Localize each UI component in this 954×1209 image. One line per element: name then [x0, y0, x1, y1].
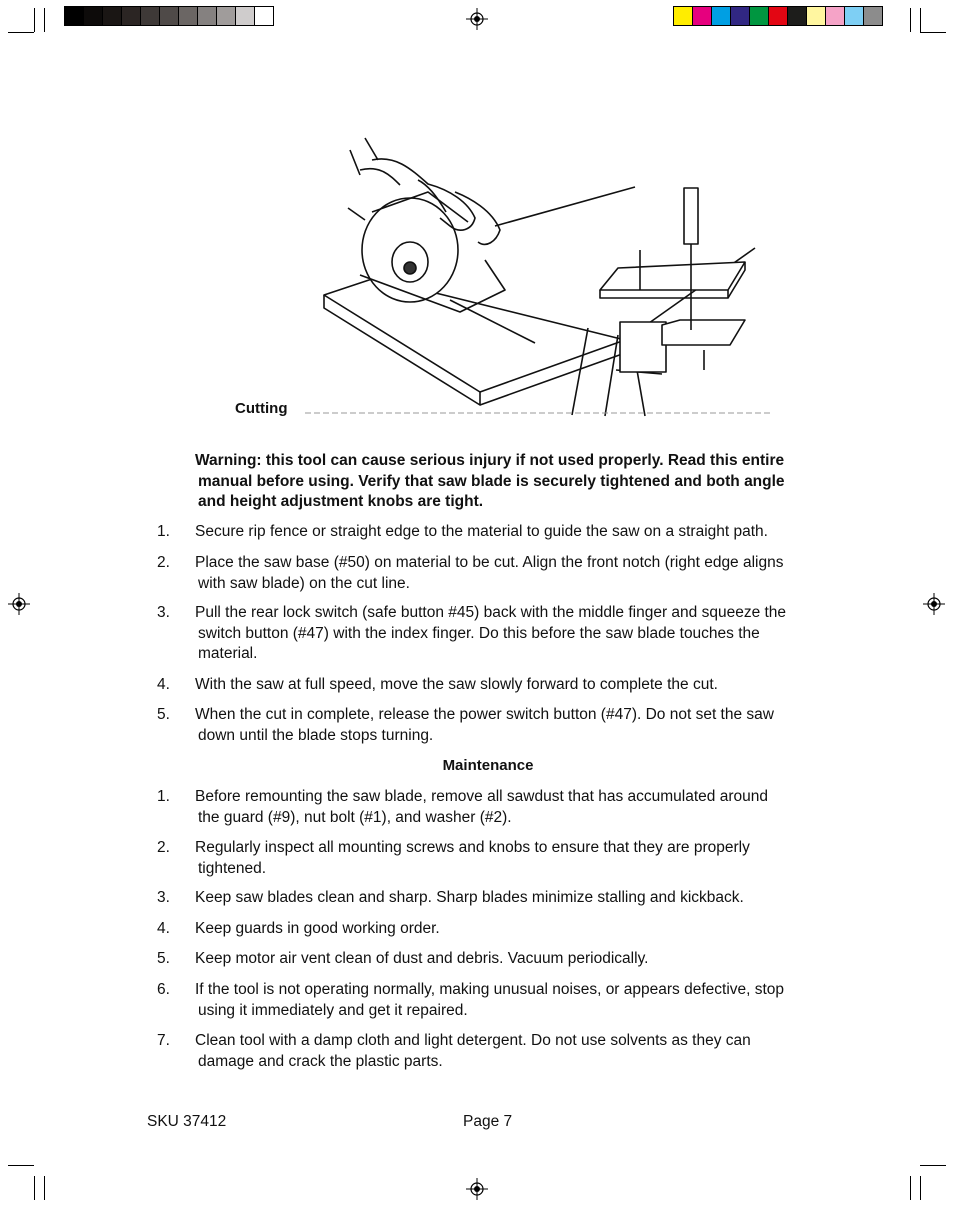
- registration-mark-icon: [466, 1178, 488, 1200]
- step-text: damage and crack the plastic parts.: [198, 1052, 443, 1070]
- step-text: Keep guards in good working order.: [195, 920, 440, 937]
- color-swatch: [160, 7, 179, 25]
- registration-mark-icon: [466, 8, 488, 30]
- step-number: 4.: [157, 920, 170, 937]
- warning-line: Warning: this tool can cause serious injury if not used properly. Read this entire: [195, 452, 785, 469]
- registration-mark-icon: [8, 593, 30, 615]
- grayscale-color-bar: [64, 6, 274, 26]
- step-number: 3.: [157, 889, 170, 906]
- registration-mark-icon: [923, 593, 945, 615]
- color-swatch: [693, 7, 712, 25]
- step-text: When the cut in complete, release the power switch button (#47). Do not set the saw: [195, 706, 774, 723]
- step-text: If the tool is not operating normally, making unusual noises, or appears defective, stop: [195, 981, 785, 998]
- step-text: down until the blade stops turning.: [198, 726, 434, 744]
- color-swatch: [731, 7, 750, 25]
- step-number: 6.: [157, 981, 170, 998]
- footer-page-number: Page 7: [463, 1113, 513, 1130]
- step-text: Pull the rear lock switch (safe button #45) back with the middle finger and squeeze the: [195, 604, 787, 621]
- color-swatch: [769, 7, 788, 25]
- color-swatch: [65, 7, 84, 25]
- warning-notice: [195, 451, 845, 513]
- color-swatch: [217, 7, 236, 25]
- step-text: tightened.: [198, 859, 267, 877]
- color-swatch: [84, 7, 103, 25]
- color-swatch: [198, 7, 217, 25]
- step-number: 2.: [157, 554, 170, 571]
- color-swatch: [122, 7, 141, 25]
- color-swatch: [750, 7, 769, 25]
- warning-line: and height adjustment knobs are tight.: [198, 493, 484, 510]
- step-text: Secure rip fence or straight edge to the material to guide the saw on a straight path.: [195, 523, 768, 540]
- color-swatch: [864, 7, 882, 25]
- color-swatch: [826, 7, 845, 25]
- step-text: with saw blade) on the cut line.: [198, 574, 410, 592]
- step-number: 1.: [157, 523, 170, 540]
- color-swatch: [674, 7, 693, 25]
- warning-line: manual before using. Verify that saw blade is securely tightened and both angle: [198, 472, 785, 490]
- step-number: 4.: [157, 676, 170, 693]
- process-color-bar: [673, 6, 883, 26]
- step-text: Regularly inspect all mounting screws and knobs to ensure that they are properly: [195, 839, 750, 856]
- footer-sku: SKU 37412: [147, 1113, 227, 1130]
- color-swatch: [103, 7, 122, 25]
- color-swatch: [141, 7, 160, 25]
- step-text: Clean tool with a damp cloth and light detergent. Do not use solvents as they can: [195, 1032, 751, 1049]
- color-swatch: [255, 7, 273, 25]
- step-text: switch button (#47) with the index finger. Do this before the saw blade touches the: [198, 624, 760, 642]
- step-text: Place the saw base (#50) on material to be cut. Align the front notch (right edge aligns: [195, 554, 784, 571]
- step-text: Keep motor air vent clean of dust and debris. Vacuum periodically.: [195, 950, 649, 967]
- color-swatch: [179, 7, 198, 25]
- color-swatch: [807, 7, 826, 25]
- maintenance-heading: Maintenance: [442, 757, 534, 774]
- step-text: Keep saw blades clean and sharp. Sharp blades minimize stalling and kickback.: [195, 889, 744, 906]
- color-swatch: [788, 7, 807, 25]
- step-text: using it immediately and get it repaired.: [198, 1001, 468, 1019]
- step-number: 5.: [157, 706, 170, 723]
- step-number: 5.: [157, 950, 170, 967]
- step-number: 2.: [157, 839, 170, 856]
- step-text: With the saw at full speed, move the saw slowly forward to complete the cut.: [195, 676, 718, 693]
- color-swatch: [712, 7, 731, 25]
- step-text: Before remounting the saw blade, remove all sawdust that has accumulated around: [195, 788, 768, 805]
- step-number: 1.: [157, 788, 170, 805]
- step-number: 3.: [157, 604, 170, 621]
- figure-caption: Cutting: [235, 400, 288, 417]
- color-swatch: [236, 7, 255, 25]
- step-number: 7.: [157, 1032, 170, 1049]
- step-text: the guard (#9), nut bolt (#1), and washer (#2).: [198, 808, 512, 826]
- circular-saw-cutting-illustration: [300, 130, 770, 420]
- step-text: material.: [198, 645, 258, 662]
- color-swatch: [845, 7, 864, 25]
